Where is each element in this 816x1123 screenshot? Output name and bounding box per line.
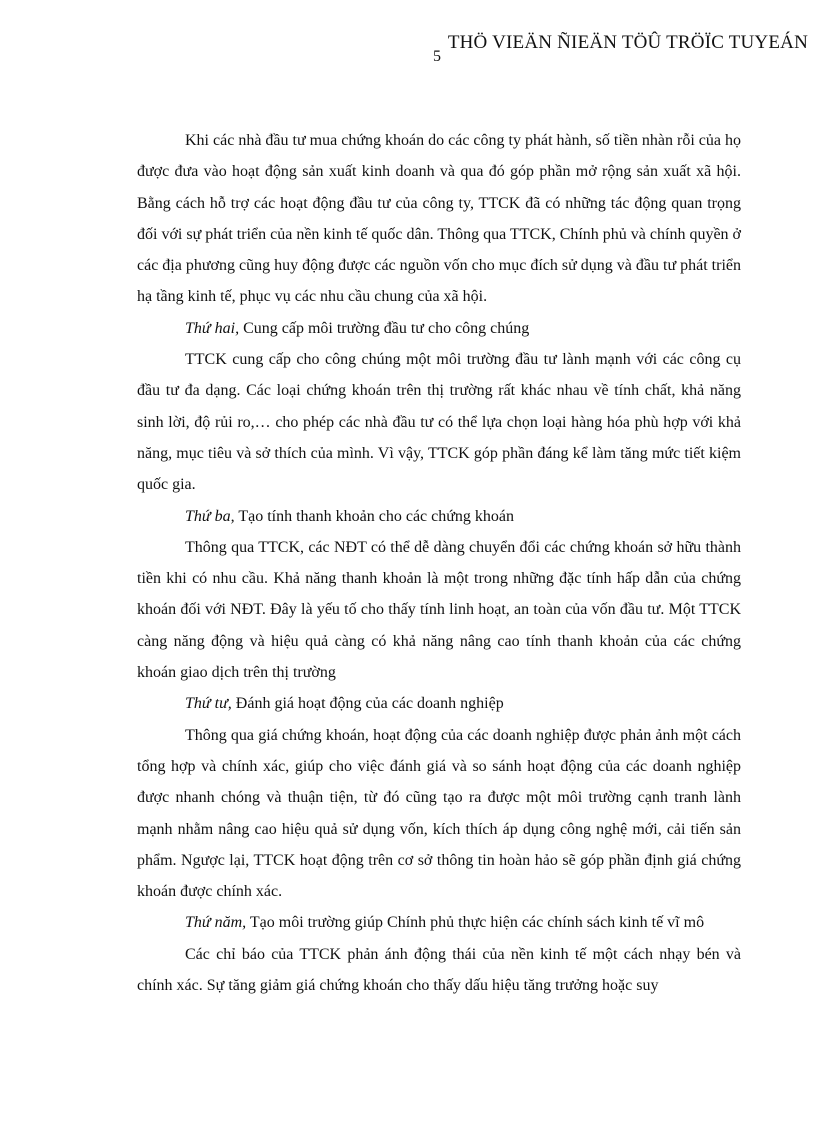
heading-text: Tạo môi trường giúp Chính phủ thực hiện các chính sách kinh tế vĩ mô [246,914,705,932]
heading-label: Thứ hai, [185,319,240,337]
body-paragraph: Khi các nhà đầu tư mua chứng khoán do các công ty phát hành, số tiền nhàn rỗi của họ được đưa vào hoạt động sản xuất kinh doanh và qua đó góp phần mở rộng sản xuất xã hội. Bằng cách hỗ trợ các hoạt động đầu tư của công ty, TTCK đã có những tác động quan trọng đối với sự phát triển của nền kinh tế quốc dân. Thông qua TTCK, Chính phủ và chính quyền ở các địa phương cũng huy động được các nguồn vốn cho mục đích sử dụng và đầu tư phát triển hạ tầng kinh tế, phục vụ các nhu cầu chung của xã hội. [137,132,742,306]
section-heading [137,907,741,938]
heading-text: Cung cấp môi trường đầu tư cho công chúng [239,319,530,337]
body-paragraph: Các chỉ báo của TTCK phản ánh động thái của nền kinh tế một cách nhạy bén và chính xác. Sự tăng giảm giá chứng khoán cho thấy dấu hiệu tăng trưởng hoặc suy [137,945,741,995]
body-paragraph: Thông qua giá chứng khoán, hoạt động của các doanh nghiệp được phản ảnh một cách tổng hợp và chính xác, giúp cho việc đánh giá và so sánh hoạt động của các doanh nghiệp được nhanh chóng và thuận tiện, từ đó cũng tạo ra được một môi trường cạnh tranh lành mạnh nhằm nâng cao hiệu quả sử dụng vốn, kích thích áp dụng công nghệ mới, cải tiến sản phẩm. Ngược lại, TTCK hoạt động trên cơ sở thông tin hoàn hảo sẽ góp phần định giá chứng khoán được chính xác. [137,726,741,901]
section-heading [137,501,741,532]
section-heading [137,313,741,344]
heading-text: Đánh giá hoạt động của các doanh nghiệp [231,695,504,713]
body-paragraph: TTCK cung cấp cho công chúng một môi trường đầu tư lành mạnh với các công cụ đầu tư đa dạng. Các loại chứng khoán trên thị trường rất khác nhau về tính chất, khả năng sinh lời, độ rủi ro,… cho phép các nhà đầu tư có thể lựa chọn loại hàng hóa phù hợp với khả năng, mục tiêu và sở thích của mình. Vì vậy, TTCK góp phần đáng kể làm tăng mức tiết kiệm quốc gia. [137,351,741,494]
section-heading [137,688,741,719]
page-number: 5 [433,48,441,65]
body-paragraph: Thông qua TTCK, các NĐT có thể dễ dàng chuyển đổi các chứng khoán sở hữu thành tiền khi có nhu cầu. Khả năng thanh khoản là một trong những đặc tính hấp dẫn của chứng khoán đối với NĐT. Đây là yếu tố cho thấy tính linh hoạt, an toàn của vốn đầu tư. Một TTCK càng năng động và hiệu quả càng có khả năng nâng cao tính thanh khoản của các chứng khoán giao dịch trên thị trường [137,538,741,682]
library-header-title: THÖ VIEÄN ÑIEÄN TÖÛ TRÖÏC TUYEÁN [447,32,808,53]
heading-label: Thứ năm, [185,914,247,932]
heading-label: Thứ tư, [185,695,232,713]
heading-text: Tạo tính thanh khoản cho các chứng khoán [234,507,515,525]
document-body [137,125,741,1001]
heading-label: Thứ ba, [185,507,235,525]
